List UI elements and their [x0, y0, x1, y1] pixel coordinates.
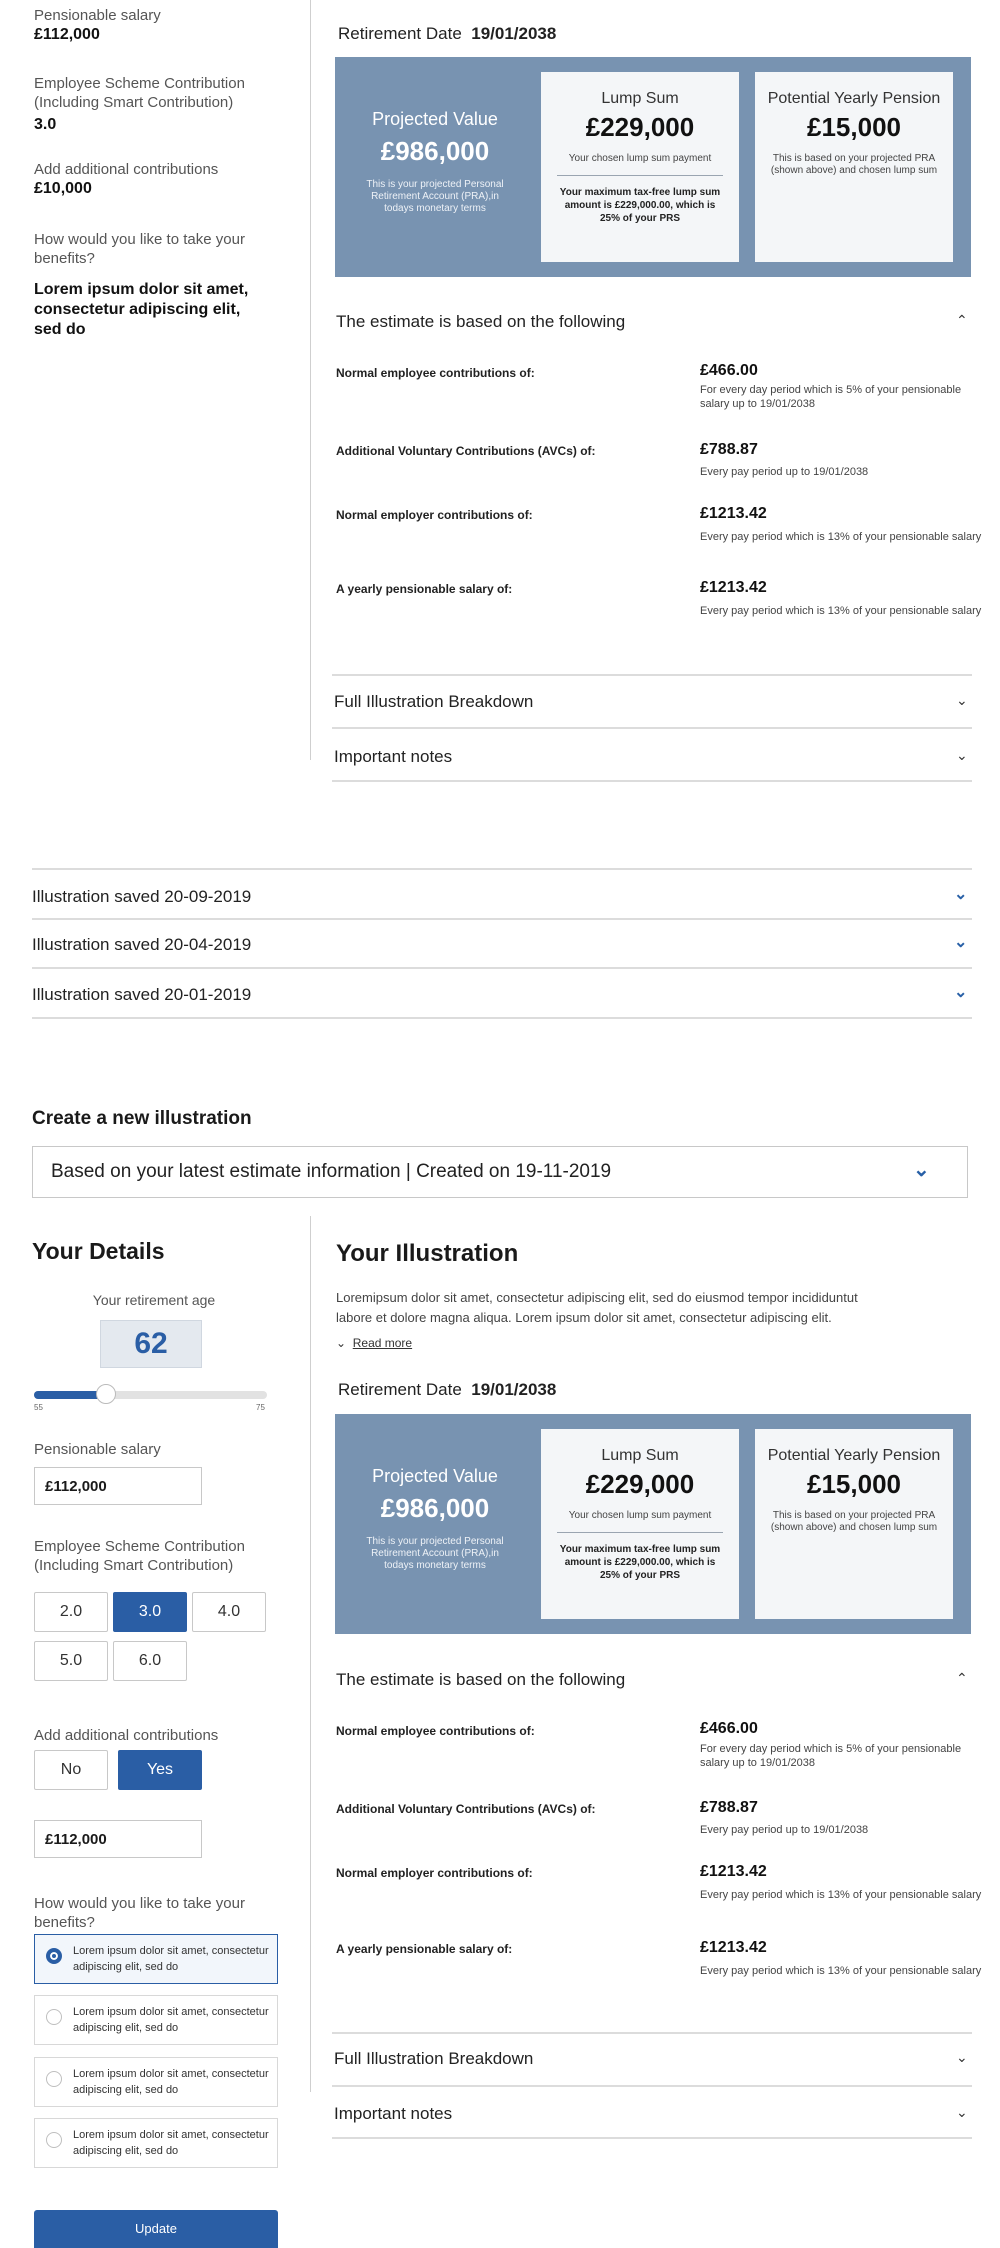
retirement-date-value: 19/01/2038	[471, 1380, 557, 1399]
benefit-option-text: Lorem ipsum dolor sit amet, consectetur adipiscing elit, sed do	[73, 2129, 269, 2157]
divider	[32, 918, 972, 920]
top-salary-value: £112,000	[34, 26, 100, 43]
read-more-text[interactable]: Read more	[352, 1336, 413, 1350]
contrib-option-4[interactable]: 4.0	[192, 1592, 266, 1632]
chevron-down-icon[interactable]: ⌄	[954, 886, 968, 903]
row-value: £466.00	[700, 1720, 758, 1737]
lump-sum-note: Your maximum tax-free lump sum amount is £229,000.00, which is 25% of your PRS	[559, 1544, 721, 1581]
divider	[332, 727, 972, 729]
row-desc: Every pay period which is 13% of your pensionable salary	[700, 1889, 982, 1901]
projected-value: £986,000	[380, 1493, 490, 1523]
retirement-date-label: Retirement Date	[338, 1380, 462, 1399]
benefit-option-text: Lorem ipsum dolor sit amet, consectetur adipiscing elit, sed do	[73, 2006, 269, 2034]
projected-label: Projected Value	[372, 109, 498, 129]
chevron-up-icon[interactable]: ⌃	[956, 1670, 968, 1686]
yearly-pension-card	[755, 1429, 953, 1619]
notes-accordion[interactable]: Important notes	[334, 747, 453, 766]
top-additional-value: £10,000	[34, 180, 92, 197]
top-benefits-label: How would you like to take your benefits?	[34, 231, 245, 267]
slider-max: 75	[256, 1403, 265, 1412]
saved-illustration-1[interactable]: Illustration saved 20-09-2019	[32, 887, 252, 906]
estimate-accordion-title[interactable]: The estimate is based on the following	[336, 312, 626, 331]
benefit-option-text: Lorem ipsum dolor sit amet, consectetur adipiscing elit, sed do	[73, 2068, 269, 2096]
row-label: Additional Voluntary Contributions (AVCs) of:	[336, 1802, 596, 1816]
row-value: £1213.42	[700, 1863, 767, 1880]
chevron-down-icon: ⌄	[336, 1336, 347, 1350]
yearly-pension-note: This is based on your projected PRA (shown above) and chosen lump sum	[770, 1510, 938, 1533]
chevron-down-icon[interactable]: ⌄	[954, 984, 968, 1001]
row-label: Normal employee contributions of:	[336, 366, 535, 380]
top-contrib-label: Employee Scheme Contribution (Including Smart Contribution)	[34, 75, 245, 111]
breakdown-accordion[interactable]: Full Illustration Breakdown	[334, 692, 534, 711]
retirement-date-label: Retirement Date	[338, 24, 462, 43]
divider	[32, 1017, 972, 1019]
lump-sum-value: £229,000	[585, 1469, 695, 1499]
row-label: A yearly pensionable salary of:	[336, 1942, 513, 1956]
additional-no-button[interactable]: No	[34, 1750, 108, 1790]
contrib-label: Employee Scheme Contribution (Including Smart Contribution)	[34, 1538, 245, 1574]
update-button[interactable]: Update	[34, 2210, 278, 2248]
summary-panel	[335, 1414, 971, 1634]
row-label: Normal employer contributions of:	[336, 1866, 533, 1880]
create-illustration-title: Create a new illustration	[32, 1108, 252, 1129]
benefit-option[interactable]	[34, 2118, 278, 2168]
top-additional-label: Add additional contributions	[34, 161, 219, 178]
lump-sum-divider	[557, 175, 723, 176]
projected-value-block	[335, 1414, 535, 1634]
top-summary-panel	[335, 57, 971, 277]
row-desc: Every pay period up to 19/01/2038	[700, 466, 869, 478]
row-value: £466.00	[700, 362, 758, 379]
lump-sum-sub: Your chosen lump sum payment	[568, 1510, 712, 1521]
notes-accordion[interactable]: Important notes	[334, 2104, 453, 2123]
lump-sum-note: Your maximum tax-free lump sum amount is £229,000.00, which is 25% of your PRS	[559, 187, 721, 224]
illustration-title: Your Illustration	[336, 1240, 519, 1267]
divider	[332, 674, 972, 676]
salary-label: Pensionable salary	[34, 1441, 161, 1458]
row-label: Additional Voluntary Contributions (AVCs) of:	[336, 444, 596, 458]
row-desc: Every pay period which is 13% of your pensionable salary	[700, 1965, 982, 1977]
chevron-down-icon[interactable]: ⌄	[954, 934, 968, 951]
benefits-label: How would you like to take your benefits?	[34, 1895, 245, 1931]
divider	[32, 868, 972, 870]
row-value: £788.87	[700, 441, 758, 458]
benefit-option[interactable]	[34, 1995, 278, 2045]
row-desc: For every day period which is 5% of your pensionable salary up to 19/01/2038	[700, 384, 962, 410]
row-value: £788.87	[700, 1799, 758, 1816]
breakdown-accordion[interactable]: Full Illustration Breakdown	[334, 2049, 534, 2068]
yearly-pension-note: This is based on your projected PRA (shown above) and chosen lump sum	[770, 153, 938, 176]
projected-label: Projected Value	[372, 1466, 498, 1486]
lump-sum-card	[541, 72, 739, 262]
row-desc: Every pay period up to 19/01/2038	[700, 1824, 869, 1836]
yearly-pension-label: Potential Yearly Pension	[767, 1447, 941, 1464]
radio-icon[interactable]	[46, 2071, 62, 2087]
row-value: £1213.42	[700, 505, 767, 522]
benefit-option[interactable]	[34, 2057, 278, 2107]
estimate-accordion-title[interactable]: The estimate is based on the following	[336, 1670, 626, 1689]
divider	[332, 2137, 972, 2139]
divider	[32, 967, 972, 969]
row-value: £1213.42	[700, 579, 767, 596]
benefit-option[interactable]	[34, 1934, 278, 1984]
chevron-up-icon[interactable]: ⌃	[956, 312, 968, 328]
top-salary-label: Pensionable salary	[34, 7, 161, 24]
projected-note: This is your projected Personal Retirement Account (PRA),in todays monetary terms	[366, 179, 504, 214]
yearly-pension-label: Potential Yearly Pension	[767, 90, 941, 107]
saved-illustration-3[interactable]: Illustration saved 20-01-2019	[32, 985, 252, 1004]
top-retirement-date	[338, 24, 556, 44]
contrib-option-2[interactable]: 2.0	[34, 1592, 108, 1632]
age-label: Your retirement age	[92, 1292, 216, 1308]
additional-label: Add additional contributions	[34, 1727, 219, 1744]
divider	[332, 2032, 972, 2034]
yearly-pension-card	[755, 72, 953, 262]
contrib-option-3[interactable]: 3.0	[113, 1592, 187, 1632]
row-label: Normal employer contributions of:	[336, 508, 533, 522]
row-desc: Every pay period which is 13% of your pensionable salary	[700, 605, 982, 617]
row-value: £1213.42	[700, 1939, 767, 1956]
dropdown-value: Based on your latest estimate information | Created on 19-11-2019	[51, 1161, 612, 1182]
lump-sum-label: Lump Sum	[601, 1447, 679, 1464]
chevron-down-icon[interactable]: ⌄	[956, 2049, 968, 2065]
projected-value: £986,000	[380, 136, 490, 166]
contrib-option-6[interactable]: 6.0	[113, 1641, 187, 1681]
details-title: Your Details	[32, 1238, 165, 1264]
additional-input[interactable]: £112,000	[34, 1820, 202, 1858]
details-divider	[310, 1216, 311, 2092]
row-label: A yearly pensionable salary of:	[336, 582, 513, 596]
yearly-pension-value: £15,000	[807, 1469, 901, 1499]
additional-yes-button[interactable]: Yes	[118, 1750, 202, 1790]
row-desc: Every pay period which is 13% of your pensionable salary	[700, 531, 982, 543]
chevron-down-icon[interactable]: ⌄	[956, 2104, 968, 2120]
retirement-date-value: 19/01/2038	[471, 24, 557, 43]
yearly-pension-value: £15,000	[807, 112, 901, 142]
chevron-down-icon[interactable]: ⌄	[913, 1159, 930, 1181]
lump-sum-card	[541, 1429, 739, 1619]
top-contrib-value: 3.0	[34, 116, 57, 133]
benefit-option-text: Lorem ipsum dolor sit amet, consectetur adipiscing elit, sed do	[73, 1945, 269, 1973]
divider	[332, 780, 972, 782]
row-label: Normal employee contributions of:	[336, 1724, 535, 1738]
estimate-dropdown[interactable]	[32, 1146, 968, 1198]
illustration-intro: Loremipsum dolor sit amet, consectetur adipiscing elit, sed do eiusmod tempor incididuntut labore et dolore magna aliqua. Lorem ipsum dolor sit amet, consectetur adipiscing elit.	[336, 1290, 858, 1325]
read-more-link[interactable]	[336, 1336, 412, 1350]
age-slider-thumb[interactable]	[96, 1384, 116, 1404]
top-divider	[310, 0, 311, 760]
slider-min: 55	[34, 1403, 43, 1412]
projected-note: This is your projected Personal Retirement Account (PRA),in todays monetary terms	[366, 1536, 504, 1571]
lump-sum-divider	[557, 1532, 723, 1533]
contrib-option-5[interactable]: 5.0	[34, 1641, 108, 1681]
lump-sum-sub: Your chosen lump sum payment	[568, 153, 712, 164]
radio-icon[interactable]	[46, 2009, 62, 2025]
saved-illustration-2[interactable]: Illustration saved 20-04-2019	[32, 935, 252, 954]
lump-sum-label: Lump Sum	[601, 90, 679, 107]
lump-sum-value: £229,000	[585, 112, 695, 142]
radio-selected-icon[interactable]	[46, 1948, 62, 1964]
age-value-box[interactable]: 62	[100, 1320, 202, 1368]
projected-value-block	[335, 57, 535, 277]
retirement-date	[338, 1380, 556, 1400]
top-benefits-value: Lorem ipsum dolor sit amet, consectetur adipiscing elit, sed do	[34, 281, 249, 338]
row-desc: For every day period which is 5% of your pensionable salary up to 19/01/2038	[700, 1743, 962, 1769]
divider	[332, 2085, 972, 2087]
chevron-down-icon[interactable]: ⌄	[956, 692, 968, 708]
age-slider[interactable]	[34, 1391, 267, 1399]
chevron-down-icon[interactable]: ⌄	[956, 747, 968, 763]
radio-icon[interactable]	[46, 2132, 62, 2148]
salary-input[interactable]: £112,000	[34, 1467, 202, 1505]
